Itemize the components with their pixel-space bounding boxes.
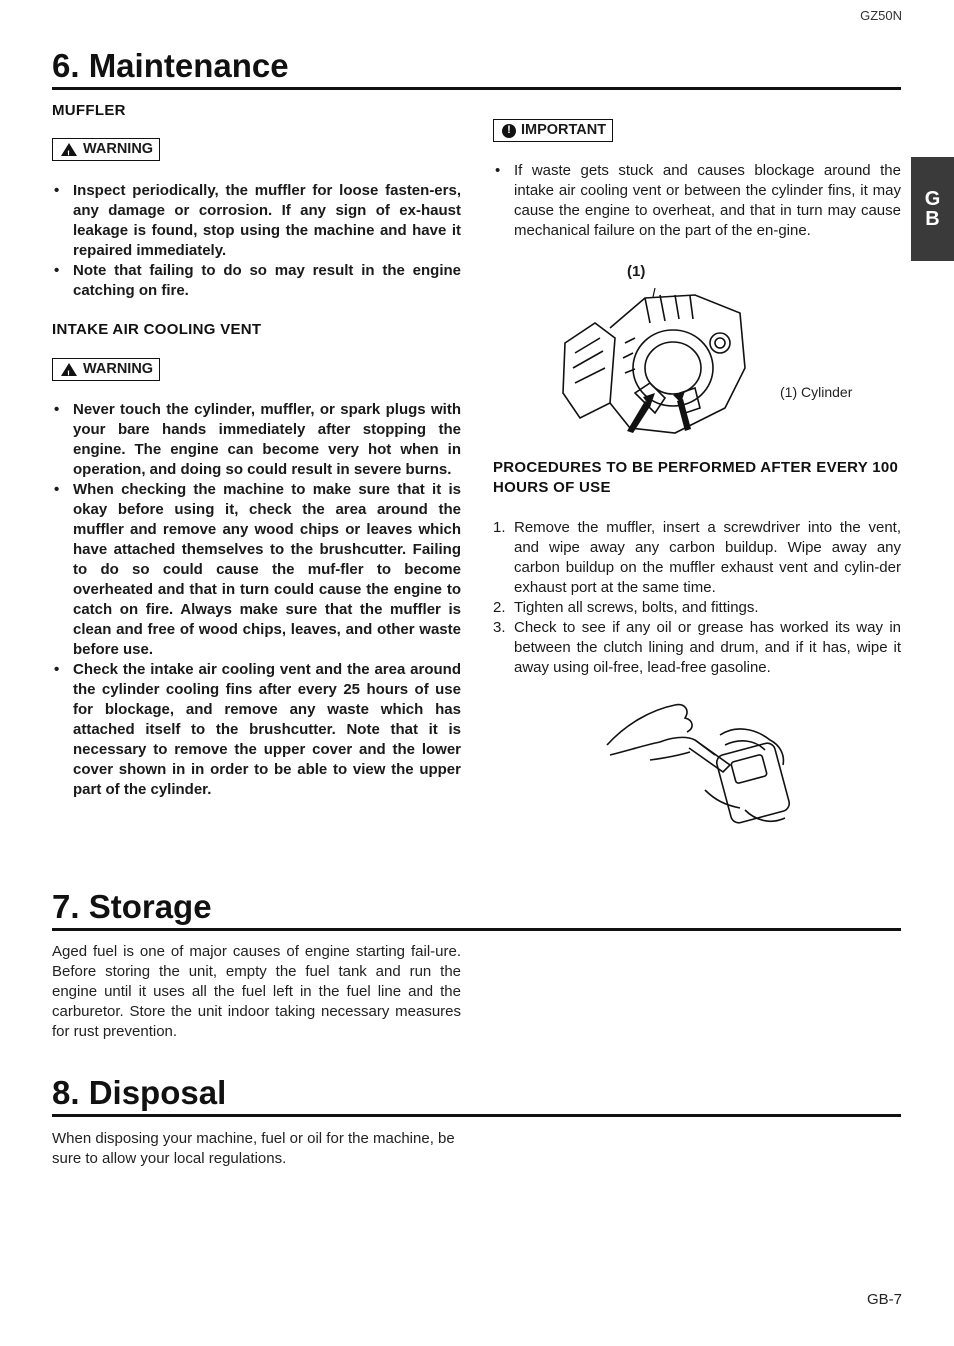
section-title-maintenance: 6. Maintenance [52,46,901,90]
muffler-heading: MUFFLER [52,102,126,119]
list-item [493,618,901,678]
item-text: Check to see if any oil or grease has worked its way in between the clutch lining and drum, and if it has, wipe it away using oil-free, lead-free gasoline. [514,619,901,676]
storage-text: Aged fuel is one of major causes of engine starting fail-ure. Before storing the unit, empty the fuel tank and run the engine until it uses all the fuel left in the fuel line and the carburetor. Store the unit indoor taking necessary measures for rust prevention. [52,943,461,1040]
important-label: IMPORTANT [521,122,607,138]
page-number: GB-7 [866,1291,902,1308]
list-item: • When checking the machine to make sure that it is okay before using it, check the area around the muffler and remove any wood chips or leaves which have attached themselves to the brushcutter. Failing to do so could cause the muf-fler to become overheated and that in turn could cause the engine to catch on fire. Always make sure that the muffler is clean and free of wood chips, leaves, and other waste before use. [52,480,461,660]
disposal-text: When disposing your machine, fuel or oil for the machine, be sure to allow your local regulations. [52,1130,455,1167]
intake-warning-box [52,358,160,381]
figure-callout: (1) [627,263,646,280]
language-tab-letter-1: G [924,188,941,210]
muffler-warning-list [52,181,461,301]
important-exclamation-icon: ! [502,124,516,138]
important-box [493,119,613,142]
language-tab [911,157,954,261]
language-tab-letter-2: B [925,208,940,230]
figure-caption: (1) Cylinder [780,384,853,400]
list-item: • Inspect periodically, the muffler for loose fasten-ers, any damage or corrosion. If any sign of ex-haust leakage is found, stop using the machine and have it repaired immediately. [52,181,461,261]
section-title-storage: 7. Storage [52,887,901,931]
muffler-cleaning-illustration [605,700,795,830]
item-number: 3. [493,619,506,636]
warning-triangle-icon [61,143,77,156]
procedures-list [493,518,901,678]
warning-label: WARNING [83,361,154,377]
item-number: 1. [493,519,506,536]
intake-heading: INTAKE AIR COOLING VENT [52,321,262,338]
item-text: Tighten all screws, bolts, and fittings. [514,599,759,616]
procedures-heading: PROCEDURES TO BE PERFORMED AFTER EVERY 100 HOURS OF USE [493,459,899,496]
warning-label: WARNING [83,141,154,157]
engine-cylinder-illustration [555,283,755,443]
warning-triangle-icon [61,363,77,376]
item-number: 2. [493,599,506,616]
list-item [493,518,901,598]
muffler-warning-box [52,138,160,161]
list-item: • Never touch the cylinder, muffler, or spark plugs with your bare hands immediately after stopping the engine. The engine can become very hot when in operation, and doing so could result in severe burns. [52,400,461,480]
list-item: • Check the intake air cooling vent and the area around the cylinder cooling fins after every 25 hours of use for blockage, and remove any waste which has attached itself to the brushcutter. Note that it is necessary to remove the upper cover and the lower cover shown in in order to be able to view the upper part of the cylinder. [52,660,461,800]
intake-warning-list [52,400,461,800]
list-item: • Note that failing to do so may result in the engine catching on fire. [52,261,461,301]
list-item: • If waste gets stuck and causes blockage around the intake air cooling vent or between the cylinder fins, it may cause the engine to overheat, and that in turn may cause mechanical failure on the part of the en-gine. [493,161,901,241]
list-item [493,598,901,618]
section-title-disposal: 8. Disposal [52,1073,901,1117]
item-text: Remove the muffler, insert a screwdriver into the vent, and wipe away any carbon buildup. Wipe away any carbon buildup on the muffler exhaust vent and cylin-der exhaust port at the same time. [514,519,901,596]
model-number: GZ50N [860,8,902,23]
important-list [493,161,901,241]
